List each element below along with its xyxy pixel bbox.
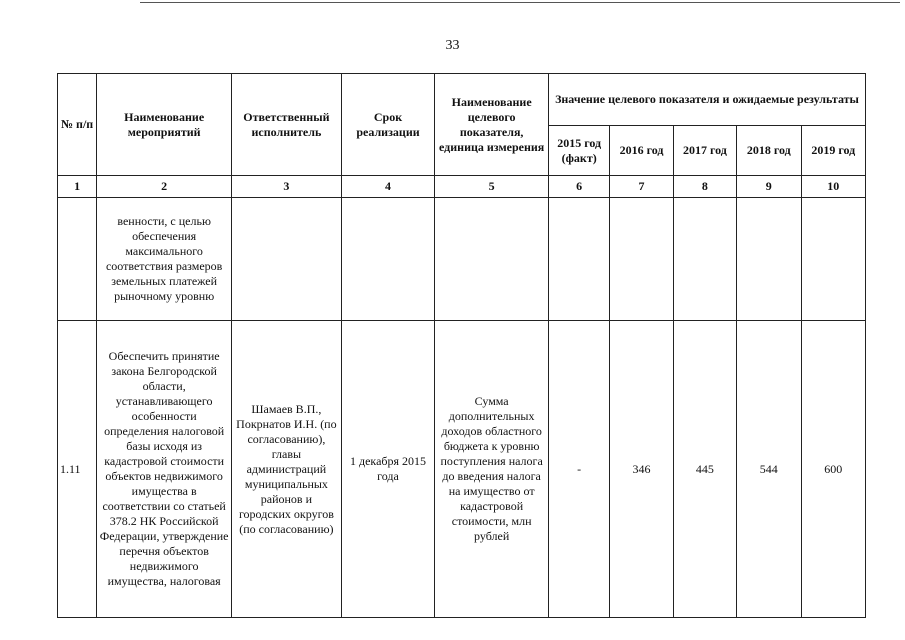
header-indicator: Наименование целевого показателя, единица измерения: [435, 74, 549, 176]
page-number: 33: [445, 38, 460, 53]
column-number: 3: [232, 176, 342, 198]
row-value-2017: [673, 198, 736, 321]
row-value-2017: 445: [673, 321, 736, 618]
header-year-2016: 2016 год: [610, 126, 673, 176]
header-values-group: Значение целевого показателя и ожидаемые результаты: [548, 74, 865, 126]
row-executor: [232, 198, 342, 321]
table-row: [58, 198, 866, 321]
row-value-2018: [737, 198, 801, 321]
indicators-table: [57, 73, 866, 618]
row-value-2015: [548, 198, 609, 321]
table-row: [58, 321, 866, 618]
top-rule: [140, 2, 900, 3]
row-executor: Шамаев В.П., Покрнатов И.Н. (по согласованию), главы администраций муниципальных районов и городских округов (по согласованию): [232, 321, 342, 618]
column-numbers-row: [58, 176, 866, 198]
row-value-2015: -: [548, 321, 609, 618]
column-number: 1: [58, 176, 97, 198]
header-year-2019: 2019 год: [801, 126, 866, 176]
header-activity: Наименование мероприятий: [97, 74, 232, 176]
column-number: 6: [548, 176, 609, 198]
header-year-2017: 2017 год: [673, 126, 736, 176]
row-num: [58, 198, 97, 321]
row-value-2018: 544: [737, 321, 801, 618]
column-number: 4: [341, 176, 435, 198]
header-row: [58, 74, 866, 126]
row-num: 1.11: [58, 321, 97, 618]
column-number: 7: [610, 176, 673, 198]
column-number: 2: [97, 176, 232, 198]
row-activity: венности, с целью обеспечения максимального соответствия размеров земельных платежей рыночному уровню: [97, 198, 232, 321]
column-number: 5: [435, 176, 549, 198]
row-value-2019: [801, 198, 866, 321]
column-number: 9: [737, 176, 801, 198]
header-term: Срок реализации: [341, 74, 435, 176]
row-value-2016: [610, 198, 673, 321]
header-num: № п/п: [58, 74, 97, 176]
row-indicator: Сумма дополнительных доходов областного бюджета к уровню поступления налога до введения налога на имущество от кадастровой стоимости, млн рублей: [435, 321, 549, 618]
header-executor: Ответственный исполнитель: [232, 74, 342, 176]
header-year-2018: 2018 год: [737, 126, 801, 176]
column-number: 8: [673, 176, 736, 198]
column-number: 10: [801, 176, 866, 198]
row-term: 1 декабря 2015 года: [341, 321, 435, 618]
row-value-2016: 346: [610, 321, 673, 618]
row-activity: Обеспечить принятие закона Белгородской области, устанавливающего особенности определения налоговой базы исходя из кадастровой стоимости объектов недвижимого имущества в соответствии со статьей 378.2 НК Российской Федерации, утверждение перечня объектов недвижимого имущества, налоговая: [97, 321, 232, 618]
row-value-2019: 600: [801, 321, 866, 618]
row-indicator: [435, 198, 549, 321]
row-term: [341, 198, 435, 321]
header-year-2015: 2015 год (факт): [548, 126, 609, 176]
